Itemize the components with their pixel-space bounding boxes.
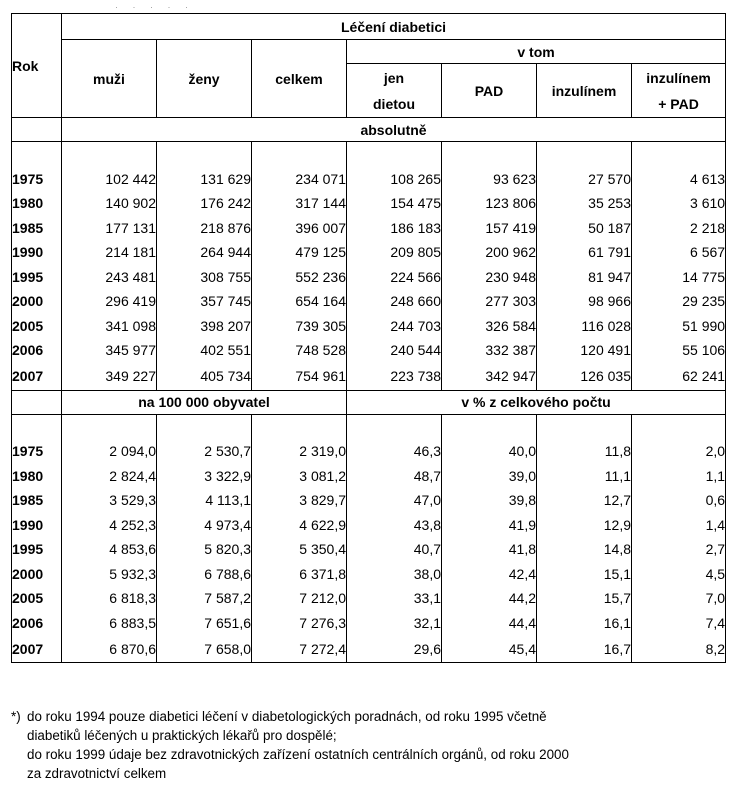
relative-rows <box>12 414 726 663</box>
value-cell: 244 703 <box>347 314 442 339</box>
value-cell: 2 094,0 <box>62 439 157 464</box>
footnote <box>11 707 726 783</box>
value-cell: 40,7 <box>347 537 442 562</box>
value-cell: 11,1 <box>537 464 632 489</box>
value-cell: 4 853,6 <box>62 537 157 562</box>
value-cell: 4 252,3 <box>62 513 157 538</box>
table-row <box>12 289 726 314</box>
value-cell: 154 475 <box>347 191 442 216</box>
table-row <box>12 513 726 538</box>
table-row <box>12 439 726 464</box>
year-cell: 2000 <box>12 289 62 314</box>
value-cell: 6 883,5 <box>62 611 157 636</box>
value-cell: 126 035 <box>537 363 632 391</box>
value-cell: 116 028 <box>537 314 632 339</box>
value-cell: 6 567 <box>632 240 726 265</box>
value-cell: 214 181 <box>62 240 157 265</box>
header-inzulinem-pad-line2: + PAD <box>658 95 699 112</box>
value-cell: 98 966 <box>537 289 632 314</box>
value-cell: 342 947 <box>442 363 537 391</box>
value-cell: 748 528 <box>252 338 347 363</box>
value-cell: 243 481 <box>62 265 157 290</box>
value-cell: 2 824,4 <box>62 464 157 489</box>
diabetics-table <box>11 13 726 663</box>
value-cell: 264 944 <box>157 240 252 265</box>
year-cell: 1995 <box>12 265 62 290</box>
value-cell: 2,7 <box>632 537 726 562</box>
value-cell: 3 081,2 <box>252 464 347 489</box>
year-cell: 1985 <box>12 216 62 241</box>
header-jen-dietou-line2: dietou <box>373 95 415 112</box>
value-cell: 15,7 <box>537 586 632 611</box>
value-cell: 308 755 <box>157 265 252 290</box>
value-cell: 349 227 <box>62 363 157 391</box>
header-group-title: Léčení diabetici <box>62 14 726 40</box>
value-cell: 223 738 <box>347 363 442 391</box>
value-cell: 33,1 <box>347 586 442 611</box>
value-cell: 39,0 <box>442 464 537 489</box>
header-rok: Rok <box>12 14 62 118</box>
table-row <box>12 464 726 489</box>
section-spacer <box>12 390 62 414</box>
header-zeny: ženy <box>157 40 252 118</box>
year-cell: 1980 <box>12 191 62 216</box>
value-cell: 754 961 <box>252 363 347 391</box>
value-cell: 739 305 <box>252 314 347 339</box>
value-cell: 51 990 <box>632 314 726 339</box>
value-cell: 296 419 <box>62 289 157 314</box>
value-cell: 1,1 <box>632 464 726 489</box>
value-cell: 81 947 <box>537 265 632 290</box>
value-cell: 7 651,6 <box>157 611 252 636</box>
section-spacer <box>12 118 62 142</box>
value-cell: 7,4 <box>632 611 726 636</box>
year-cell: 1975 <box>12 167 62 192</box>
value-cell: 8,2 <box>632 635 726 663</box>
value-cell: 177 131 <box>62 216 157 241</box>
value-cell: 7 587,2 <box>157 586 252 611</box>
value-cell: 4 613 <box>632 167 726 192</box>
absolute-rows <box>12 142 726 391</box>
value-cell: 55 106 <box>632 338 726 363</box>
section-procenta: v % z celkového počtu <box>347 390 726 414</box>
table-row <box>12 562 726 587</box>
value-cell: 7 276,3 <box>252 611 347 636</box>
value-cell: 479 125 <box>252 240 347 265</box>
value-cell: 357 745 <box>157 289 252 314</box>
value-cell: 277 303 <box>442 289 537 314</box>
spacer-row <box>12 142 726 167</box>
value-cell: 120 491 <box>537 338 632 363</box>
value-cell: 43,8 <box>347 513 442 538</box>
value-cell: 47,0 <box>347 488 442 513</box>
value-cell: 5 820,3 <box>157 537 252 562</box>
value-cell: 224 566 <box>347 265 442 290</box>
absolute-section <box>12 118 726 142</box>
value-cell: 140 902 <box>62 191 157 216</box>
year-cell: 2005 <box>12 586 62 611</box>
value-cell: 7,0 <box>632 586 726 611</box>
value-cell: 102 442 <box>62 167 157 192</box>
value-cell: 61 791 <box>537 240 632 265</box>
header-v-tom: v tom <box>347 40 726 64</box>
value-cell: 248 660 <box>347 289 442 314</box>
table-header <box>12 14 726 118</box>
header-muzi: muži <box>62 40 157 118</box>
table-row <box>12 216 726 241</box>
header-celkem: celkem <box>252 40 347 118</box>
scan-artifact: · · · · · <box>115 2 194 12</box>
value-cell: 7 658,0 <box>157 635 252 663</box>
value-cell: 16,7 <box>537 635 632 663</box>
value-cell: 108 265 <box>347 167 442 192</box>
year-cell: 1980 <box>12 464 62 489</box>
value-cell: 11,8 <box>537 439 632 464</box>
value-cell: 552 236 <box>252 265 347 290</box>
year-cell: 1975 <box>12 439 62 464</box>
value-cell: 402 551 <box>157 338 252 363</box>
value-cell: 6 818,3 <box>62 586 157 611</box>
value-cell: 45,4 <box>442 635 537 663</box>
value-cell: 345 977 <box>62 338 157 363</box>
section-absolutne: absolutně <box>62 118 726 142</box>
value-cell: 39,8 <box>442 488 537 513</box>
year-cell: 1990 <box>12 240 62 265</box>
table-row <box>12 363 726 391</box>
value-cell: 16,1 <box>537 611 632 636</box>
spacer-row <box>12 414 726 439</box>
value-cell: 41,8 <box>442 537 537 562</box>
value-cell: 42,4 <box>442 562 537 587</box>
value-cell: 15,1 <box>537 562 632 587</box>
value-cell: 200 962 <box>442 240 537 265</box>
value-cell: 4 973,4 <box>157 513 252 538</box>
header-pad: PAD <box>442 64 537 118</box>
value-cell: 2,0 <box>632 439 726 464</box>
value-cell: 14,8 <box>537 537 632 562</box>
header-jen-dietou-line1: jen <box>383 69 405 86</box>
footnote-line: za zdravotnictví celkem <box>27 766 167 781</box>
section-na-100000: na 100 000 obyvatel <box>62 390 347 414</box>
value-cell: 230 948 <box>442 265 537 290</box>
year-cell: 2007 <box>12 635 62 663</box>
table-row <box>12 191 726 216</box>
value-cell: 176 242 <box>157 191 252 216</box>
value-cell: 44,2 <box>442 586 537 611</box>
value-cell: 4 622,9 <box>252 513 347 538</box>
value-cell: 2 319,0 <box>252 439 347 464</box>
value-cell: 48,7 <box>347 464 442 489</box>
value-cell: 12,7 <box>537 488 632 513</box>
value-cell: 186 183 <box>347 216 442 241</box>
value-cell: 3 529,3 <box>62 488 157 513</box>
value-cell: 14 775 <box>632 265 726 290</box>
value-cell: 7 212,0 <box>252 586 347 611</box>
year-cell: 2006 <box>12 338 62 363</box>
header-inzulinem-pad <box>632 64 726 118</box>
value-cell: 317 144 <box>252 191 347 216</box>
year-cell: 1995 <box>12 537 62 562</box>
value-cell: 131 629 <box>157 167 252 192</box>
value-cell: 157 419 <box>442 216 537 241</box>
value-cell: 32,1 <box>347 611 442 636</box>
value-cell: 44,4 <box>442 611 537 636</box>
header-inzulinem: inzulínem <box>537 64 632 118</box>
table-row <box>12 314 726 339</box>
value-cell: 50 187 <box>537 216 632 241</box>
value-cell: 654 164 <box>252 289 347 314</box>
value-cell: 396 007 <box>252 216 347 241</box>
value-cell: 6 371,8 <box>252 562 347 587</box>
value-cell: 40,0 <box>442 439 537 464</box>
table-row <box>12 265 726 290</box>
year-cell: 1990 <box>12 513 62 538</box>
value-cell: 405 734 <box>157 363 252 391</box>
year-cell: 2007 <box>12 363 62 391</box>
year-cell: 2005 <box>12 314 62 339</box>
value-cell: 35 253 <box>537 191 632 216</box>
footnote-line: do roku 1994 pouze diabetici léčení v diabetologických poradnách, od roku 1995 včetně <box>27 709 547 724</box>
value-cell: 6 788,6 <box>157 562 252 587</box>
value-cell: 29,6 <box>347 635 442 663</box>
value-cell: 2 218 <box>632 216 726 241</box>
footnote-marker: *) <box>11 709 21 724</box>
value-cell: 4,5 <box>632 562 726 587</box>
table-row <box>12 338 726 363</box>
table-row <box>12 611 726 636</box>
value-cell: 3 610 <box>632 191 726 216</box>
value-cell: 29 235 <box>632 289 726 314</box>
value-cell: 1,4 <box>632 513 726 538</box>
year-cell: 2000 <box>12 562 62 587</box>
value-cell: 341 098 <box>62 314 157 339</box>
value-cell: 7 272,4 <box>252 635 347 663</box>
value-cell: 93 623 <box>442 167 537 192</box>
value-cell: 3 829,7 <box>252 488 347 513</box>
value-cell: 4 113,1 <box>157 488 252 513</box>
value-cell: 46,3 <box>347 439 442 464</box>
value-cell: 62 241 <box>632 363 726 391</box>
value-cell: 332 387 <box>442 338 537 363</box>
value-cell: 240 544 <box>347 338 442 363</box>
value-cell: 234 071 <box>252 167 347 192</box>
value-cell: 209 805 <box>347 240 442 265</box>
value-cell: 218 876 <box>157 216 252 241</box>
value-cell: 6 870,6 <box>62 635 157 663</box>
footnote-line: do roku 1999 údaje bez zdravotnických zařízení ostatních centrálních orgánů, od roku 2000 <box>27 747 569 762</box>
table-row <box>12 586 726 611</box>
table-row <box>12 167 726 192</box>
value-cell: 2 530,7 <box>157 439 252 464</box>
value-cell: 5 350,4 <box>252 537 347 562</box>
value-cell: 3 322,9 <box>157 464 252 489</box>
table-row <box>12 488 726 513</box>
header-inzulinem-pad-line1: inzulínem <box>646 69 711 86</box>
value-cell: 0,6 <box>632 488 726 513</box>
value-cell: 326 584 <box>442 314 537 339</box>
year-cell: 2006 <box>12 611 62 636</box>
table-row <box>12 635 726 663</box>
value-cell: 5 932,3 <box>62 562 157 587</box>
header-jen-dietou <box>347 64 442 118</box>
relative-section-header <box>12 390 726 414</box>
table-row <box>12 537 726 562</box>
year-cell: 1985 <box>12 488 62 513</box>
value-cell: 398 207 <box>157 314 252 339</box>
value-cell: 123 806 <box>442 191 537 216</box>
value-cell: 38,0 <box>347 562 442 587</box>
value-cell: 12,9 <box>537 513 632 538</box>
table-row <box>12 240 726 265</box>
value-cell: 27 570 <box>537 167 632 192</box>
value-cell: 41,9 <box>442 513 537 538</box>
footnote-line: diabetiků léčených u praktických lékařů pro dospělé; <box>27 728 337 743</box>
